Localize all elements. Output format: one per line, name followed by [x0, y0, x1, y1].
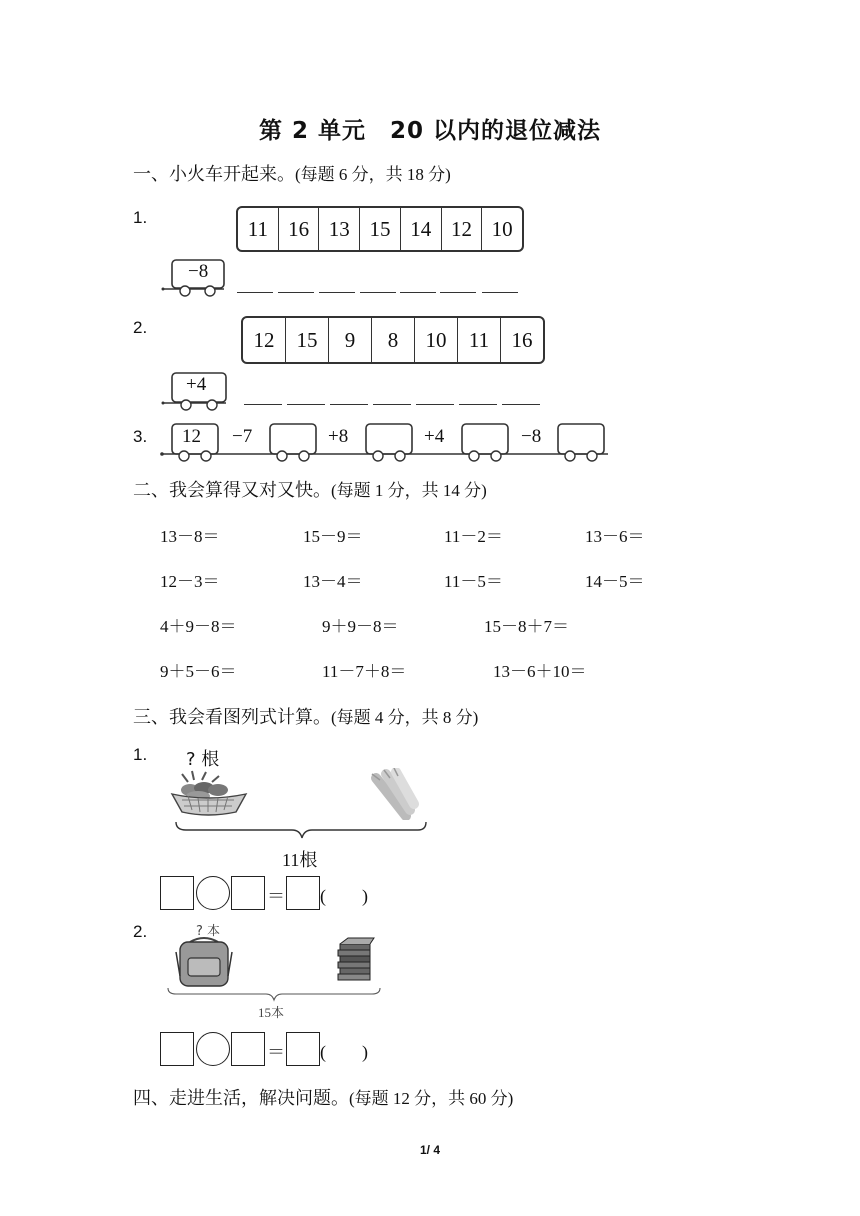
section-4-heading [133, 1084, 513, 1110]
carrot-bunch-icon [366, 768, 420, 820]
section-4-title: 四、走进生活，解决问题。 [133, 1088, 349, 1109]
chain-op: +4 [424, 426, 445, 447]
operator-circle[interactable] [196, 876, 230, 910]
train-car-1-operation: −8 [188, 261, 209, 282]
page-number: 1/ 4 [419, 1143, 440, 1157]
strip2-cell: 11 [458, 318, 501, 362]
answer-box[interactable] [286, 876, 320, 910]
section-2-note: (每题 1 分，共 14 分) [331, 481, 487, 500]
answer-box[interactable] [286, 1032, 320, 1066]
unknown-count-label: ? 根 [186, 749, 220, 770]
number-strip-1 [236, 206, 524, 252]
total-brace-icon [174, 820, 430, 842]
calc-problem: 13－4＝ [303, 572, 363, 591]
unknown-count-label: ? 本 [196, 924, 221, 939]
section-1-heading [133, 160, 451, 186]
q3-1-number: 1. [133, 745, 148, 764]
unit-parentheses: ( ) [320, 1042, 368, 1062]
operator-circle[interactable] [196, 1032, 230, 1066]
section-3-heading [133, 703, 478, 729]
equals-sign: ＝ [267, 1042, 285, 1062]
calc-problem: 13－6＝ [585, 527, 645, 546]
answer-blank[interactable] [459, 404, 497, 405]
answer-blank[interactable] [287, 404, 325, 405]
train-car-2-operation: +4 [186, 374, 207, 395]
calc-problem: 11－5＝ [444, 572, 503, 591]
strip1-cell: 15 [360, 208, 401, 250]
number-strip-2 [241, 316, 545, 364]
total-count-label: 15本 [258, 1005, 285, 1020]
answer-blank[interactable] [482, 292, 518, 293]
answer-box[interactable] [231, 1032, 265, 1066]
calc-problem: 11－2＝ [444, 527, 503, 546]
section-3-title: 三、我会看图列式计算。 [133, 707, 331, 728]
answer-box[interactable] [160, 876, 194, 910]
train-chain [158, 418, 618, 466]
strip2-cell: 15 [286, 318, 329, 362]
equals-sign: ＝ [267, 886, 285, 906]
answer-blank[interactable] [244, 404, 282, 405]
strip2-cell: 9 [329, 318, 372, 362]
answer-blank[interactable] [400, 292, 436, 293]
q1-3-number: 3. [133, 427, 148, 446]
answer-blank[interactable] [319, 292, 355, 293]
total-count-label: 11根 [282, 850, 318, 870]
strip1-cell: 11 [238, 208, 279, 250]
calc-problem: 15－8＋7＝ [484, 617, 569, 636]
calc-problem: 9＋5－6＝ [160, 662, 237, 681]
section-1-note: (每题 6 分，共 18 分) [295, 165, 451, 184]
section-2-heading [133, 476, 487, 502]
q3-2-number: 2. [133, 922, 148, 941]
section-2-title: 二、我会算得又对又快。 [133, 480, 331, 501]
strip1-cell: 14 [401, 208, 442, 250]
answer-blank[interactable] [330, 404, 368, 405]
calc-problem: 13－8＝ [160, 527, 220, 546]
answer-box[interactable] [160, 1032, 194, 1066]
calc-problem: 9＋9－8＝ [322, 617, 399, 636]
answer-blank[interactable] [278, 292, 314, 293]
strip1-cell: 12 [442, 208, 483, 250]
chain-start-value: 12 [182, 426, 201, 447]
calc-problem: 15－9＝ [303, 527, 363, 546]
calc-problem: 12－3＝ [160, 572, 220, 591]
strip1-cell: 10 [491, 216, 513, 241]
q1-1-number: 1. [133, 208, 148, 227]
calc-problem: 13－6＋10＝ [493, 662, 587, 681]
calc-problem: 11－7＋8＝ [322, 662, 407, 681]
unit-parentheses: ( ) [320, 886, 368, 906]
strip1-cell: 16 [279, 208, 320, 250]
answer-blank[interactable] [373, 404, 411, 405]
strip2-cell: 16 [511, 327, 533, 352]
carrot-basket-icon [168, 770, 250, 820]
page-title: 第 2 单元 20 以内的退位减法 [258, 118, 602, 144]
calc-problem: 4＋9－8＝ [160, 617, 237, 636]
chain-op: +8 [328, 426, 349, 447]
calc-problem: 14－5＝ [585, 572, 645, 591]
answer-blank[interactable] [440, 292, 476, 293]
q1-2-number: 2. [133, 318, 148, 337]
answer-blank[interactable] [360, 292, 396, 293]
strip2-cell: 8 [372, 318, 415, 362]
section-4-note: (每题 12 分，共 60 分) [349, 1089, 514, 1108]
strip1-cell: 13 [319, 208, 360, 250]
strip2-cell: 10 [415, 318, 458, 362]
strip2-cell: 12 [243, 318, 286, 362]
book-stack-icon [334, 936, 378, 984]
answer-blank[interactable] [416, 404, 454, 405]
chain-op: −8 [521, 426, 542, 447]
answer-blank[interactable] [502, 404, 540, 405]
school-bag-icon [172, 936, 236, 990]
section-3-note: (每题 4 分，共 8 分) [331, 708, 479, 727]
section-1-title: 一、小火车开起来。 [133, 164, 295, 185]
chain-op: −7 [232, 426, 253, 447]
answer-blank[interactable] [237, 292, 273, 293]
answer-box[interactable] [231, 876, 265, 910]
